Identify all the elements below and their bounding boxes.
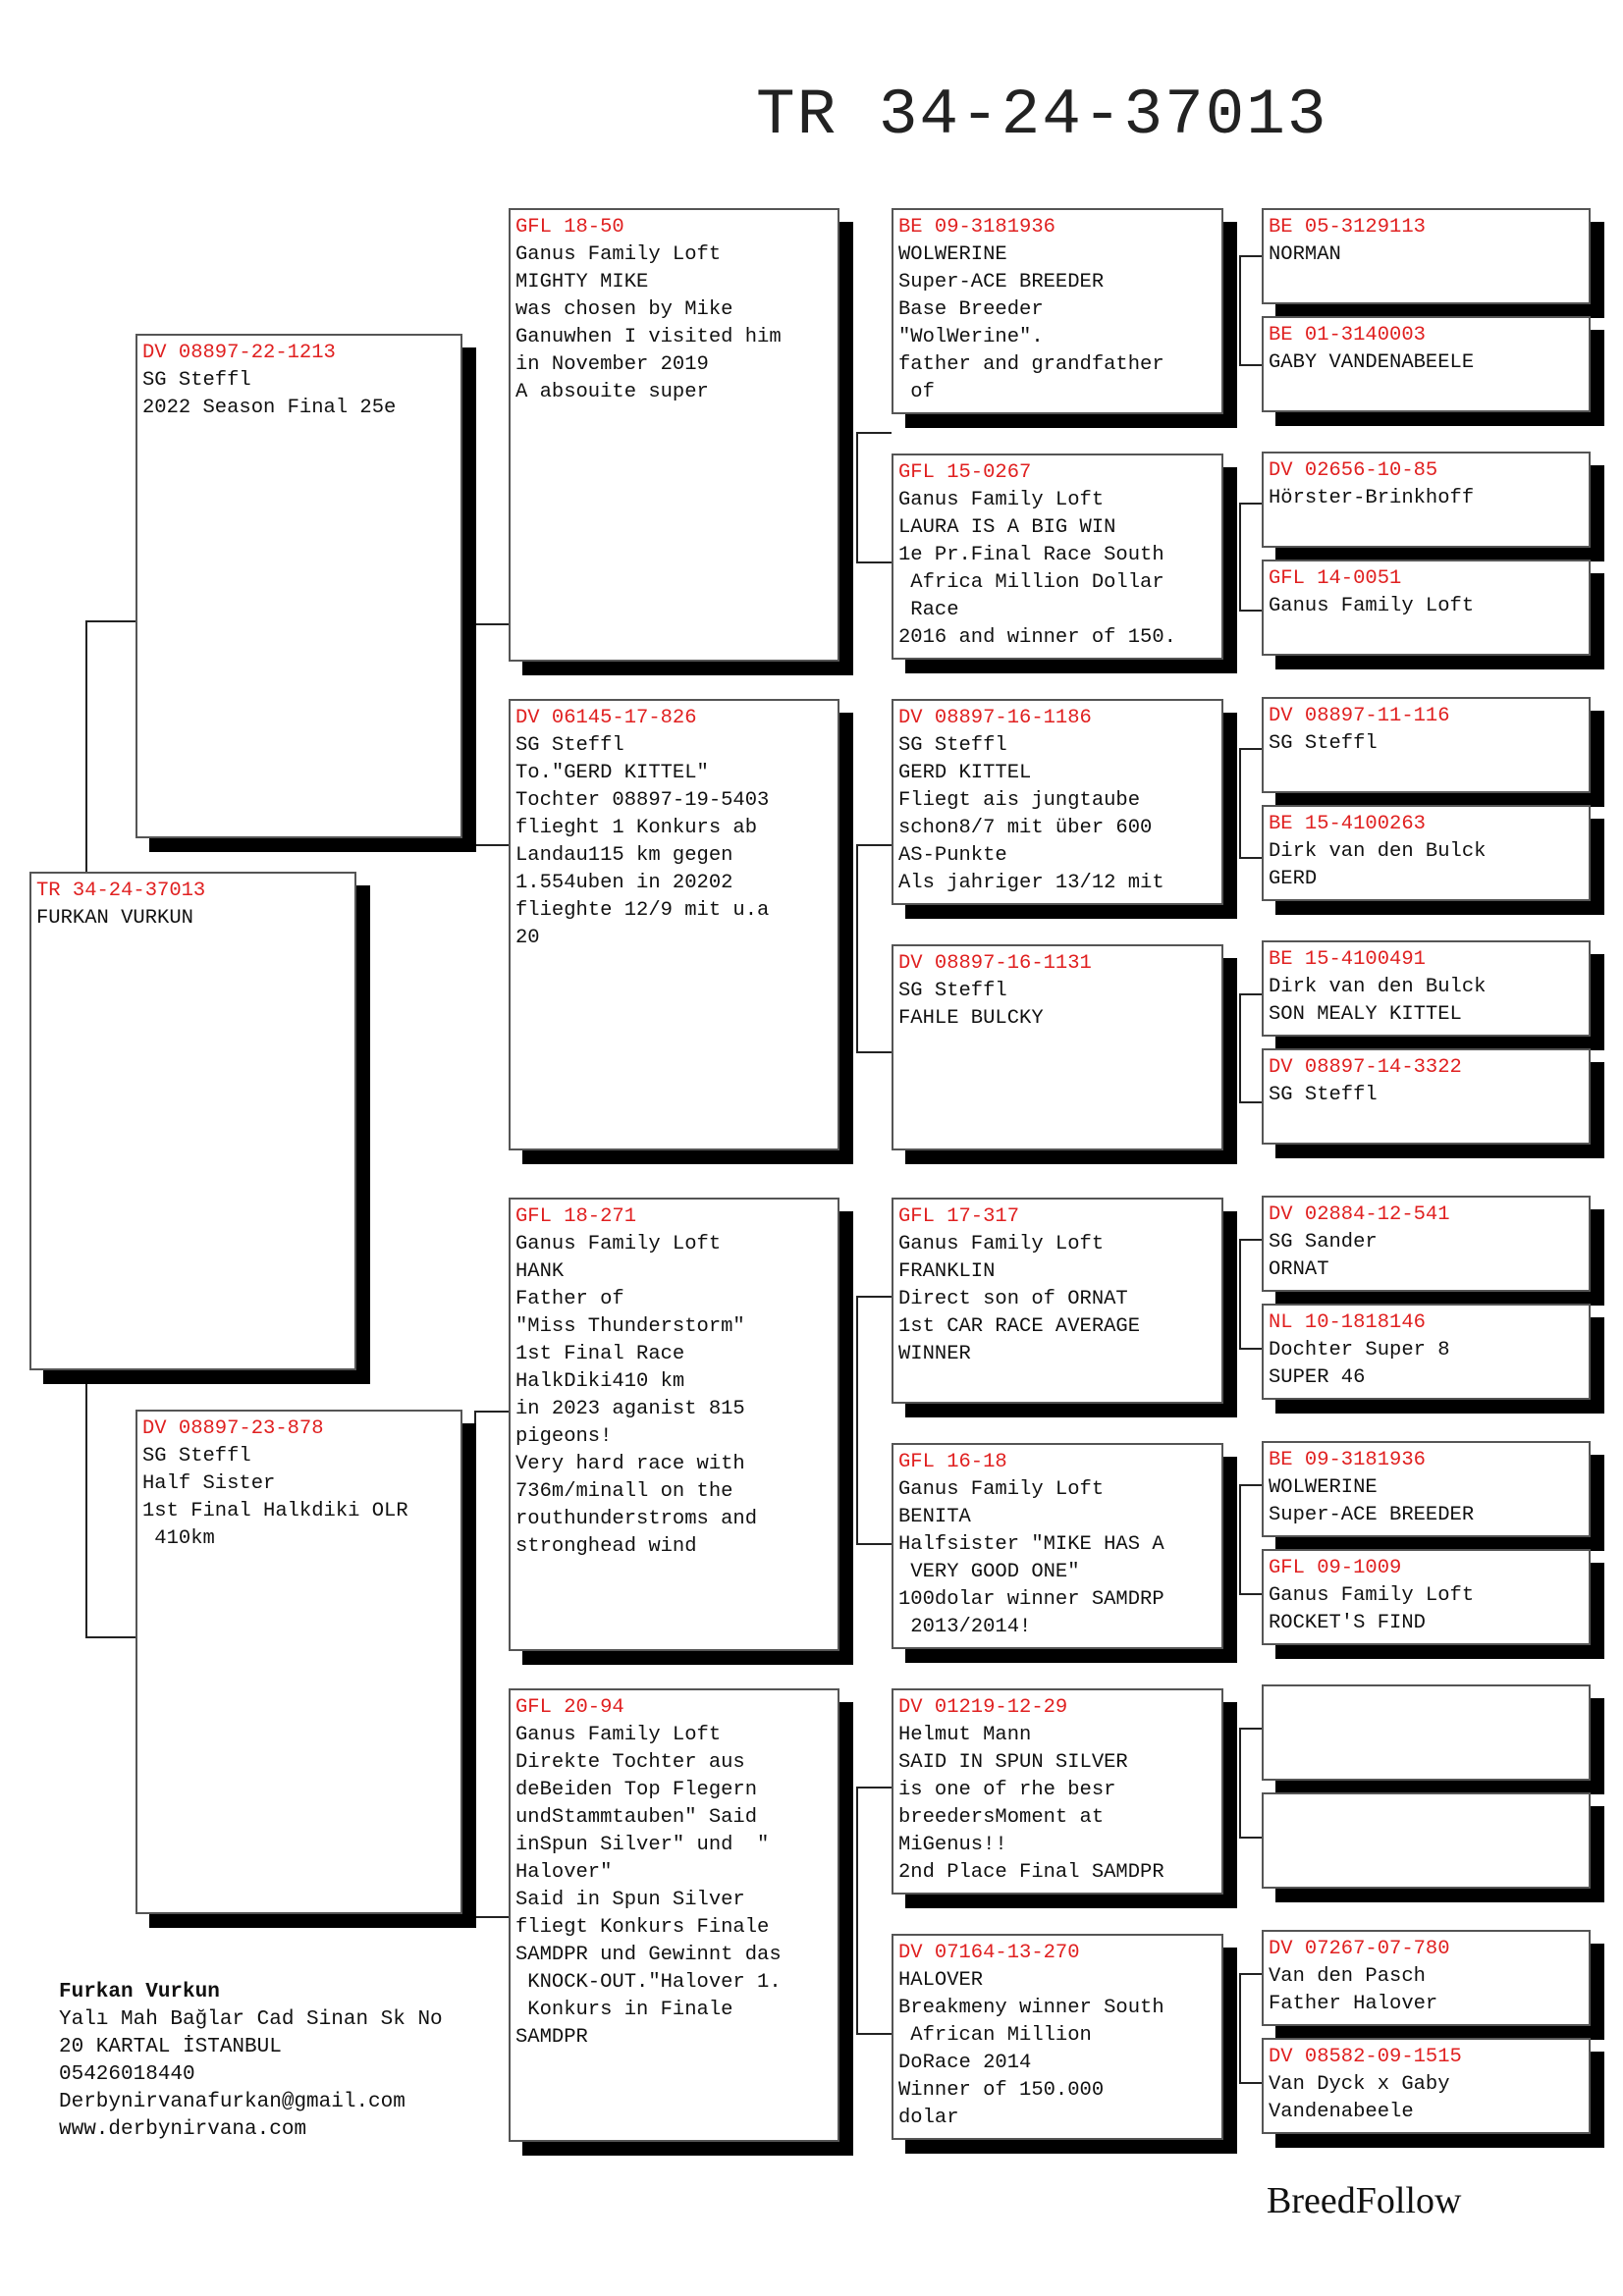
pigeon-info-line: SG Steffl [1269, 732, 1378, 755]
pigeon-info-line: Als jahriger 13/12 mit [898, 872, 1164, 894]
pigeon-info-line: 2016 and winner of 150. [898, 626, 1176, 649]
connector [1239, 1101, 1263, 1103]
connector [85, 1636, 136, 1638]
owner-email[interactable]: Derbynirvanafurkan@gmail.com [59, 2091, 406, 2113]
ring-number: GFL 20-94 [515, 1696, 624, 1719]
connector [856, 1296, 858, 1544]
pigeon-info-line: Father of [515, 1288, 624, 1310]
pigeon-info-line: is one of rhe besr [898, 1779, 1116, 1801]
pigeon-info-line: Direct son of ORNAT [898, 1288, 1128, 1310]
pigeon-info-line: SG Steffl [898, 980, 1007, 1002]
pigeon-box[interactable] [135, 334, 462, 838]
pigeon-box[interactable] [892, 1934, 1223, 2140]
pigeon-info-line: SON MEALY KITTEL [1269, 1003, 1462, 1026]
pigeon-info-line: 20 [515, 927, 540, 949]
ring-number: DV 08897-14-3322 [1269, 1056, 1462, 1079]
connector [1239, 857, 1263, 859]
pigeon-box[interactable] [135, 1410, 462, 1914]
pigeon-info-line: WINNER [898, 1343, 971, 1365]
pigeon-info-line: 1st Final Race [515, 1343, 685, 1365]
connector [1239, 255, 1263, 257]
pigeon-info-line: HALOVER [898, 1969, 984, 1992]
pigeon-info-line: DoRace 2014 [898, 2052, 1032, 2074]
connector [1239, 610, 1263, 612]
pigeon-box[interactable] [1262, 1930, 1591, 2026]
pigeon-info-line: FAHLE BULCKY [898, 1007, 1044, 1030]
brand-logo-text: BreedFollow [1267, 2180, 1462, 2221]
pigeon-info-line: inSpun Silver" und " [515, 1834, 770, 1856]
connector [1239, 1593, 1263, 1595]
ring-number: DV 08897-22-1213 [142, 342, 336, 364]
pigeon-info-line: Ganus Family Loft [898, 489, 1105, 511]
pigeon-info-line: 1e Pr.Final Race South [898, 544, 1164, 566]
pigeon-info-line: undStammtauben" Said [515, 1806, 758, 1829]
pigeon-box[interactable] [509, 699, 839, 1150]
pigeon-info-line: SG Steffl [515, 734, 624, 757]
connector [856, 844, 892, 846]
pigeon-info-line: Van den Pasch [1269, 1965, 1426, 1988]
pigeon-info-line: stronghead wind [515, 1535, 697, 1558]
pigeon-info-line: routhunderstroms and [515, 1508, 758, 1530]
owner-address-line-1: Yalı Mah Bağlar Cad Sinan Sk No [59, 2008, 443, 2031]
ring-number: BE 15-4100263 [1269, 813, 1426, 835]
connector [856, 844, 858, 1052]
pigeon-info-line: SG Steffl [142, 369, 251, 392]
connector [856, 561, 892, 563]
pigeon-box[interactable] [1262, 697, 1591, 793]
pigeon-info-line: Winner of 150.000 [898, 2079, 1105, 2102]
pigeon-info-line: Halover" [515, 1861, 613, 1884]
connector [1239, 1728, 1241, 1838]
connector [1239, 1239, 1241, 1349]
connector [1239, 364, 1263, 366]
pigeon-info-line: NORMAN [1269, 243, 1341, 266]
pigeon-info-line: 1st CAR RACE AVERAGE [898, 1315, 1141, 1338]
ring-number: DV 07164-13-270 [898, 1942, 1080, 1964]
ring-number: GFL 15-0267 [898, 461, 1032, 484]
pigeon-info-line: A absouite super [515, 381, 709, 403]
pigeon-info-line: GERD [1269, 868, 1318, 890]
ring-number: DV 08582-09-1515 [1269, 2046, 1462, 2068]
pigeon-info-line: 1.554uben in 20202 [515, 872, 733, 894]
pigeon-info-line: SUPER 46 [1269, 1366, 1366, 1389]
ring-number: TR 34-24-37013 [36, 880, 206, 902]
pigeon-box[interactable] [1262, 316, 1591, 412]
pigeon-box[interactable] [509, 208, 839, 662]
pigeon-info-line: ORNAT [1269, 1258, 1329, 1281]
ring-number: BE 05-3129113 [1269, 216, 1426, 239]
connector [474, 1916, 510, 1918]
pigeon-info-line: Konkurs in Finale [515, 1999, 733, 2021]
connector [1239, 503, 1241, 611]
connector [856, 2033, 892, 2035]
ring-number: DV 08897-16-1186 [898, 707, 1092, 729]
ring-number: DV 01219-12-29 [898, 1696, 1068, 1719]
pigeon-box[interactable] [892, 699, 1223, 905]
pigeon-info-line: in November 2019 [515, 353, 709, 376]
pigeon-info-line: FRANKLIN [898, 1260, 996, 1283]
pigeon-info-line: 2nd Place Final SAMDPR [898, 1861, 1164, 1884]
pigeon-info-line: "Miss Thunderstorm" [515, 1315, 745, 1338]
ring-number: GFL 17-317 [898, 1205, 1020, 1228]
ring-number: DV 02884-12-541 [1269, 1203, 1450, 1226]
pigeon-info-line: Ganus Family Loft [515, 1233, 722, 1255]
ring-number: GFL 18-271 [515, 1205, 637, 1228]
pigeon-info-line: Ganus Family Loft [515, 1724, 722, 1746]
pigeon-box[interactable] [1262, 1304, 1591, 1400]
pigeon-box[interactable] [509, 1198, 839, 1651]
pigeon-info-line: Base Breeder [898, 298, 1044, 321]
pigeon-info-line: Tochter 08897-19-5403 [515, 789, 770, 812]
pigeon-info-line: 2022 Season Final 25e [142, 397, 397, 419]
pigeon-info-line: Vandenabeele [1269, 2101, 1414, 2123]
pigeon-info-line: Half Sister [142, 1472, 276, 1495]
pigeon-info-line: Van Dyck x Gaby [1269, 2073, 1450, 2096]
connector [1239, 1728, 1263, 1730]
pigeon-info-line: flieghte 12/9 mit u.a [515, 899, 770, 922]
pigeon-info-line: fliegt Konkurs Finale [515, 1916, 770, 1939]
pigeon-box[interactable] [1262, 1684, 1591, 1781]
pigeon-info-line: Race [898, 599, 959, 621]
pigeon-info-line: Dirk van den Bulck [1269, 976, 1487, 998]
pigeon-box[interactable] [1262, 1196, 1591, 1292]
connector [1239, 1973, 1241, 2083]
pigeon-info-line: breedersMoment at [898, 1806, 1105, 1829]
pigeon-info-line: SAID IN SPUN SILVER [898, 1751, 1128, 1774]
pigeon-box[interactable] [892, 1443, 1223, 1649]
ring-number: GFL 18-50 [515, 216, 624, 239]
pigeon-info-line: HalkDiki410 km [515, 1370, 685, 1393]
pigeon-info-line: flieght 1 Konkurs ab [515, 817, 758, 839]
pigeon-info-line: ROCKET'S FIND [1269, 1612, 1426, 1634]
pigeon-box[interactable] [1262, 1441, 1591, 1537]
connector [474, 623, 510, 625]
pigeon-info-line: VERY GOOD ONE" [898, 1561, 1080, 1583]
pigeon-info-line: WOLWERINE [1269, 1476, 1378, 1499]
pigeon-info-line: father and grandfather [898, 353, 1164, 376]
pigeon-info-line: Breakmeny winner South [898, 1997, 1164, 2019]
ring-number: BE 01-3140003 [1269, 324, 1426, 347]
pigeon-info-line: "WolWerine". [898, 326, 1044, 348]
pedigree-title: TR 34-24-37013 [756, 79, 1328, 152]
connector [856, 432, 858, 562]
pigeon-box[interactable] [1262, 1048, 1591, 1145]
ring-number: DV 07267-07-780 [1269, 1938, 1450, 1960]
connector [474, 1411, 510, 1413]
pigeon-box[interactable] [1262, 452, 1591, 548]
pigeon-box[interactable] [1262, 208, 1591, 304]
ring-number: BE 09-3181936 [1269, 1449, 1426, 1471]
owner-name: Furkan Vurkun [59, 1981, 220, 2003]
connector [1239, 1348, 1263, 1350]
pigeon-info-line: was chosen by Mike [515, 298, 733, 321]
owner-address-line-2: 20 KARTAL İSTANBUL [59, 2036, 282, 2058]
pigeon-box[interactable] [1262, 1792, 1591, 1889]
ring-number: BE 09-3181936 [898, 216, 1055, 239]
connector [856, 1296, 892, 1298]
pigeon-info-line: SG Steffl [142, 1445, 251, 1468]
pigeon-info-line: GERD KITTEL [898, 762, 1032, 784]
pigeon-info-line: MIGHTY MIKE [515, 271, 649, 294]
pigeon-box[interactable] [1262, 2038, 1591, 2134]
pigeon-info-line: Ganus Family Loft [898, 1478, 1105, 1501]
ring-number: DV 06145-17-826 [515, 707, 697, 729]
pigeon-info-line: SG Steffl [1269, 1084, 1378, 1106]
pigeon-info-line: deBeiden Top Flegern [515, 1779, 758, 1801]
pigeon-info-line: Helmut Mann [898, 1724, 1032, 1746]
pigeon-info-line: of [898, 381, 935, 403]
pigeon-info-line: Ganus Family Loft [1269, 595, 1475, 617]
connector [1239, 993, 1263, 995]
connector [1239, 1837, 1263, 1839]
pigeon-info-line: SG Steffl [898, 734, 1007, 757]
connector [1239, 993, 1241, 1102]
ring-number: GFL 09-1009 [1269, 1557, 1402, 1579]
ring-number: DV 08897-11-116 [1269, 705, 1450, 727]
pigeon-info-line: To."GERD KITTEL" [515, 762, 709, 784]
connector [474, 623, 476, 845]
ring-number: NL 10-1818146 [1269, 1311, 1426, 1334]
ring-number: GFL 14-0051 [1269, 567, 1402, 590]
pigeon-info-line: schon8/7 mit über 600 [898, 817, 1153, 839]
pigeon-info-line: MiGenus!! [898, 1834, 1007, 1856]
pigeon-box[interactable] [892, 454, 1223, 660]
ring-number: BE 15-4100491 [1269, 948, 1426, 971]
connector [856, 1543, 892, 1545]
connector [1239, 1973, 1263, 1975]
connector [474, 1411, 476, 1917]
pigeon-info-line: KNOCK-OUT."Halover 1. [515, 1971, 782, 1994]
pigeon-info-line: Landau115 km gegen [515, 844, 733, 867]
connector [1239, 748, 1241, 858]
pigeon-info-line: Fliegt ais jungtaube [898, 789, 1141, 812]
pigeon-box[interactable] [1262, 560, 1591, 656]
pigeon-info-line: Halfsister "MIKE HAS A [898, 1533, 1164, 1556]
pigeon-box[interactable] [1262, 805, 1591, 901]
connector [85, 620, 136, 622]
pigeon-info-line: Super-ACE BREEDER [898, 271, 1105, 294]
pigeon-info-line: Dirk van den Bulck [1269, 840, 1487, 863]
pigeon-info-line: Direkte Tochter aus [515, 1751, 745, 1774]
connector [1239, 1484, 1241, 1594]
pigeon-box[interactable] [509, 1688, 839, 2142]
pigeon-info-line: 100dolar winner SAMDRP [898, 1588, 1164, 1611]
pigeon-info-line: LAURA IS A BIG WIN [898, 516, 1116, 539]
connector [1239, 255, 1241, 365]
connector [1239, 1239, 1263, 1241]
pigeon-info-line: Dochter Super 8 [1269, 1339, 1450, 1362]
pigeon-info-line: SG Sander [1269, 1231, 1378, 1254]
pigeon-info-line: 2013/2014! [898, 1616, 1032, 1638]
ring-number: DV 08897-23-878 [142, 1417, 324, 1440]
pigeon-info-line: Ganus Family Loft [898, 1233, 1105, 1255]
pigeon-info-line: HANK [515, 1260, 565, 1283]
pigeon-info-line: Ganuwhen I visited him [515, 326, 782, 348]
pigeon-box[interactable] [1262, 1549, 1591, 1645]
connector [856, 432, 892, 434]
pigeon-info-line: African Million [898, 2024, 1092, 2047]
pigeon-info-line: Said in Spun Silver [515, 1889, 745, 1911]
pigeon-box[interactable] [892, 208, 1223, 414]
owner-website[interactable]: www.derbynirvana.com [59, 2118, 307, 2141]
connector [1239, 503, 1263, 505]
connector [856, 1051, 892, 1053]
pigeon-box[interactable] [892, 1688, 1223, 1895]
pigeon-info-line: Father Halover [1269, 1993, 1438, 2015]
pigeon-info-line: Ganus Family Loft [1269, 1584, 1475, 1607]
pigeon-info-line: FURKAN VURKUN [36, 907, 193, 930]
pigeon-info-line: Very hard race with [515, 1453, 745, 1475]
connector [474, 844, 510, 846]
pigeon-info-line: Africa Million Dollar [898, 571, 1164, 594]
pigeon-info-line: Super-ACE BREEDER [1269, 1504, 1475, 1526]
pigeon-info-line: BENITA [898, 1506, 971, 1528]
connector [1239, 2082, 1263, 2084]
pigeon-box[interactable] [892, 944, 1223, 1150]
pigeon-info-line: 736m/minall on the [515, 1480, 733, 1503]
pigeon-info-line: in 2023 aganist 815 [515, 1398, 745, 1420]
connector [1239, 748, 1263, 750]
pigeon-info-line: SAMDPR [515, 2026, 588, 2049]
pigeon-info-line: WOLWERINE [898, 243, 1007, 266]
pigeon-info-line: pigeons! [515, 1425, 613, 1448]
pigeon-info-line: 410km [142, 1527, 215, 1550]
pigeon-info-line: Hörster-Brinkhoff [1269, 487, 1475, 509]
owner-phone[interactable]: 05426018440 [59, 2063, 195, 2086]
pigeon-info-line: 1st Final Halkdiki OLR [142, 1500, 408, 1522]
pigeon-info-line: Ganus Family Loft [515, 243, 722, 266]
pigeon-info-line: SAMDPR und Gewinnt das [515, 1944, 782, 1966]
connector [856, 1787, 858, 2034]
owner-info [59, 1979, 443, 2144]
ring-number: GFL 16-18 [898, 1451, 1007, 1473]
connector [856, 1787, 892, 1789]
connector [1239, 1484, 1263, 1486]
ring-number: DV 08897-16-1131 [898, 952, 1092, 975]
pigeon-box[interactable] [29, 872, 356, 1370]
pigeon-info-line: dolar [898, 2107, 959, 2129]
pigeon-box[interactable] [892, 1198, 1223, 1404]
pigeon-info-line: GABY VANDENABEELE [1269, 351, 1475, 374]
pigeon-box[interactable] [1262, 940, 1591, 1037]
ring-number: DV 02656-10-85 [1269, 459, 1438, 482]
pigeon-info-line: AS-Punkte [898, 844, 1007, 867]
